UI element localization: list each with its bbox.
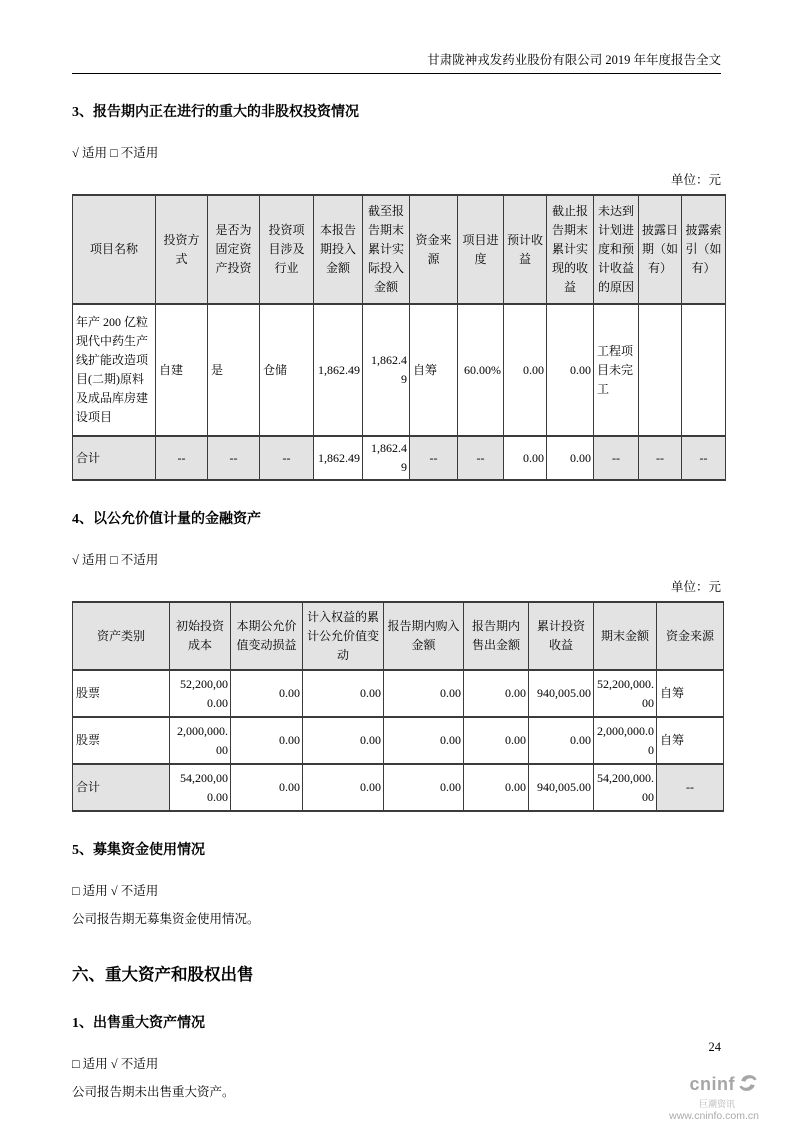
cell: 0.00 [504,436,547,480]
cell [639,304,682,436]
table-total-row [73,764,724,811]
cell: 自筹 [657,670,724,717]
cell: 0.00 [384,717,464,764]
header-cell: 投资项目涉及行业 [260,195,314,304]
table-header-row [73,195,726,304]
header-cell: 是否为固定资产投资 [208,195,260,304]
cell: -- [260,436,314,480]
header-cell: 资产类别 [73,602,170,670]
cell: 60.00% [458,304,504,436]
page-number: 24 [708,1040,721,1054]
cell: 2,000,000.00 [170,717,231,764]
cell: 1,862.49 [363,436,410,480]
table-row [73,717,724,764]
cell: 1,862.49 [314,304,363,436]
header-cell: 项目进度 [458,195,504,304]
cninfo-watermark [669,1072,759,1122]
cell: -- [594,436,639,480]
section-4-applicability: √ 适用 □ 不适用 [72,553,159,567]
header-cell: 资金来源 [410,195,458,304]
cell: 0.00 [504,304,547,436]
header-cell: 预计收益 [504,195,547,304]
unit-label: 单位：元 [670,173,721,187]
cninfo-swirl-icon [737,1072,759,1099]
section-3-title: 3、报告期内正在进行的重大的非股权投资情况 [72,105,359,120]
cell: -- [657,764,724,811]
cell: 自建 [156,304,208,436]
cell: 0.00 [303,670,384,717]
header-cell: 期末金额 [594,602,657,670]
section-6-1-applicability: □ 适用 √ 不适用 [72,1057,159,1071]
header-cell: 截至报告期末累计实际投入金额 [363,195,410,304]
cell: 0.00 [464,717,529,764]
section-5-applicability: □ 适用 √ 不适用 [72,884,159,898]
cell: 1,862.49 [363,304,410,436]
cell: 0.00 [384,764,464,811]
header-cell: 本期公允价值变动损益 [231,602,303,670]
cell: 0.00 [231,670,303,717]
header-cell: 截止报告期末累计实现的收益 [547,195,594,304]
cninfo-brand-text: cninf [689,1074,735,1095]
section-5-note: 公司报告期无募集资金使用情况。 [72,912,260,926]
cell: 0.00 [384,670,464,717]
cell: -- [682,436,726,480]
header-cell: 报告期内售出金额 [464,602,529,670]
cell: 0.00 [303,717,384,764]
cell: 自筹 [657,717,724,764]
cell [682,304,726,436]
cell: -- [410,436,458,480]
cell: 54,200,000.00 [594,764,657,811]
section-6-1-title: 1、出售重大资产情况 [72,1016,205,1031]
cell: 合计 [73,764,170,811]
cell: 940,005.00 [529,764,594,811]
cell: -- [208,436,260,480]
cell: 自筹 [410,304,458,436]
cninfo-name-text: 巨潮资讯 [698,1098,735,1109]
cell: 股票 [73,670,170,717]
cell: 工程项目未完工 [594,304,639,436]
header-cell: 披露索引（如有） [682,195,726,304]
section-6-1-note: 公司报告期未出售重大资产。 [72,1085,235,1099]
unit-label: 单位：元 [670,580,721,594]
cell: 0.00 [547,436,594,480]
cell: -- [156,436,208,480]
cell: 年产 200 亿粒现代中药生产线扩能改造项目(二期)原料及成品库房建设项目 [73,304,156,436]
section-6-title: 六、重大资产和股权出售 [72,965,254,984]
cell: 52,200,000.00 [594,670,657,717]
cell: 仓储 [260,304,314,436]
header-cell: 未达到计划进度和预计收益的原因 [594,195,639,304]
header-cell: 计入权益的累计公允价值变动 [303,602,384,670]
cell: 52,200,000.00 [170,670,231,717]
header-cell: 资金来源 [657,602,724,670]
cell: 0.00 [231,764,303,811]
cell: 2,000,000.00 [594,717,657,764]
cell: 0.00 [464,670,529,717]
cninfo-url-text: www.cninfo.com.cn [669,1110,759,1122]
cell: 0.00 [231,717,303,764]
cell: 是 [208,304,260,436]
header-cell: 报告期内购入金额 [384,602,464,670]
header-cell: 累计投资收益 [529,602,594,670]
fair-value-assets-table [72,601,724,812]
header-cell: 本报告期投入金额 [314,195,363,304]
header-cell: 项目名称 [73,195,156,304]
header-cell: 披露日期（如有） [639,195,682,304]
table-header-row [73,602,724,670]
table-total-row [73,436,726,480]
cell: 0.00 [529,717,594,764]
table-row [73,304,726,436]
section-5-title: 5、募集资金使用情况 [72,843,205,858]
cell: 1,862.49 [314,436,363,480]
cell: -- [458,436,504,480]
cell: 940,005.00 [529,670,594,717]
non-equity-investment-table [72,194,726,481]
document-header: 甘肃陇神戎发药业股份有限公司 2019 年年度报告全文 [72,50,721,74]
section-3-applicability: √ 适用 □ 不适用 [72,146,159,160]
cell: 合计 [73,436,156,480]
cell: 0.00 [303,764,384,811]
cell: 54,200,000.00 [170,764,231,811]
cell: 0.00 [547,304,594,436]
cell: 股票 [73,717,170,764]
cell: -- [639,436,682,480]
cell: 0.00 [464,764,529,811]
section-4-title: 4、以公允价值计量的金融资产 [72,512,261,527]
table-row [73,670,724,717]
header-cell: 投资方式 [156,195,208,304]
header-cell: 初始投资成本 [170,602,231,670]
